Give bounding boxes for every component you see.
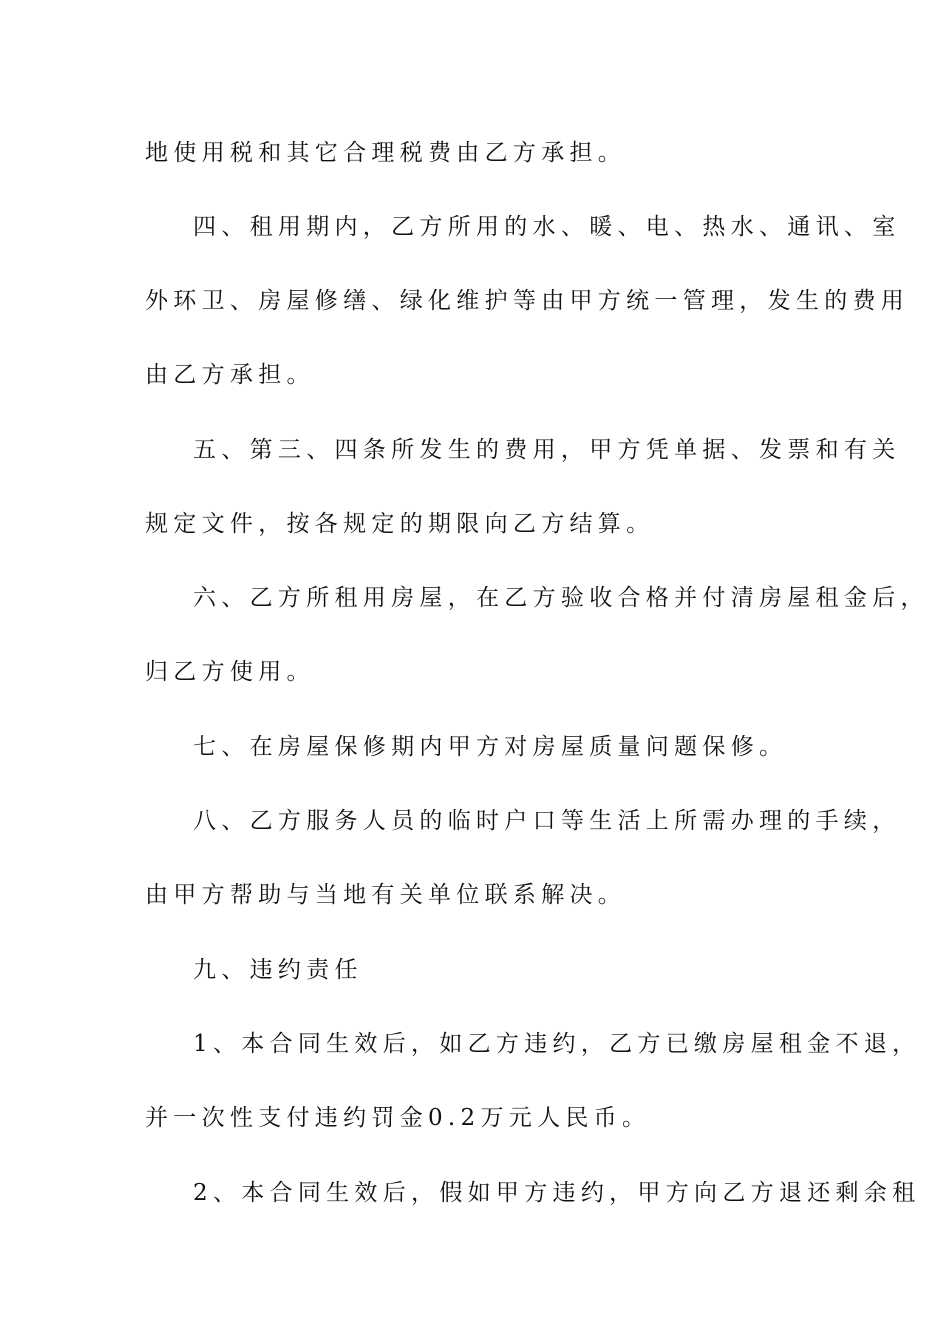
- text-line: 外环卫、房屋修缮、绿化维护等由甲方统一管理，发生的费用: [145, 288, 910, 314]
- text-line: 由甲方帮助与当地有关单位联系解决。: [145, 882, 627, 908]
- text-line: 六、乙方所租用房屋，在乙方验收合格并付清房屋租金后，: [193, 585, 929, 611]
- text-line: 地使用税和其它合理税费由乙方承担。: [145, 140, 627, 166]
- text-line: 七、在房屋保修期内甲方对房屋质量问题保修。: [193, 734, 788, 760]
- text-line: 2、本合同生效后，假如甲方违约，甲方向乙方退还剩余租: [193, 1180, 921, 1206]
- text-line: 由乙方承担。: [145, 362, 315, 388]
- text-line: 1、本合同生效后，如乙方违约，乙方已缴房屋租金不退，: [193, 1031, 921, 1057]
- text-line: 归乙方使用。: [145, 659, 315, 685]
- section-heading: 九、违约责任: [193, 957, 363, 983]
- text-line: 并一次性支付违约罚金0.2万元人民币。: [145, 1105, 651, 1131]
- text-line: 五、第三、四条所发生的费用，甲方凭单据、发票和有关: [193, 437, 901, 463]
- text-line: 四、租用期内，乙方所用的水、暖、电、热水、通讯、室: [193, 214, 901, 240]
- text-line: 八、乙方服务人员的临时户口等生活上所需办理的手续，: [193, 808, 901, 834]
- text-line: 规定文件，按各规定的期限向乙方结算。: [145, 511, 655, 537]
